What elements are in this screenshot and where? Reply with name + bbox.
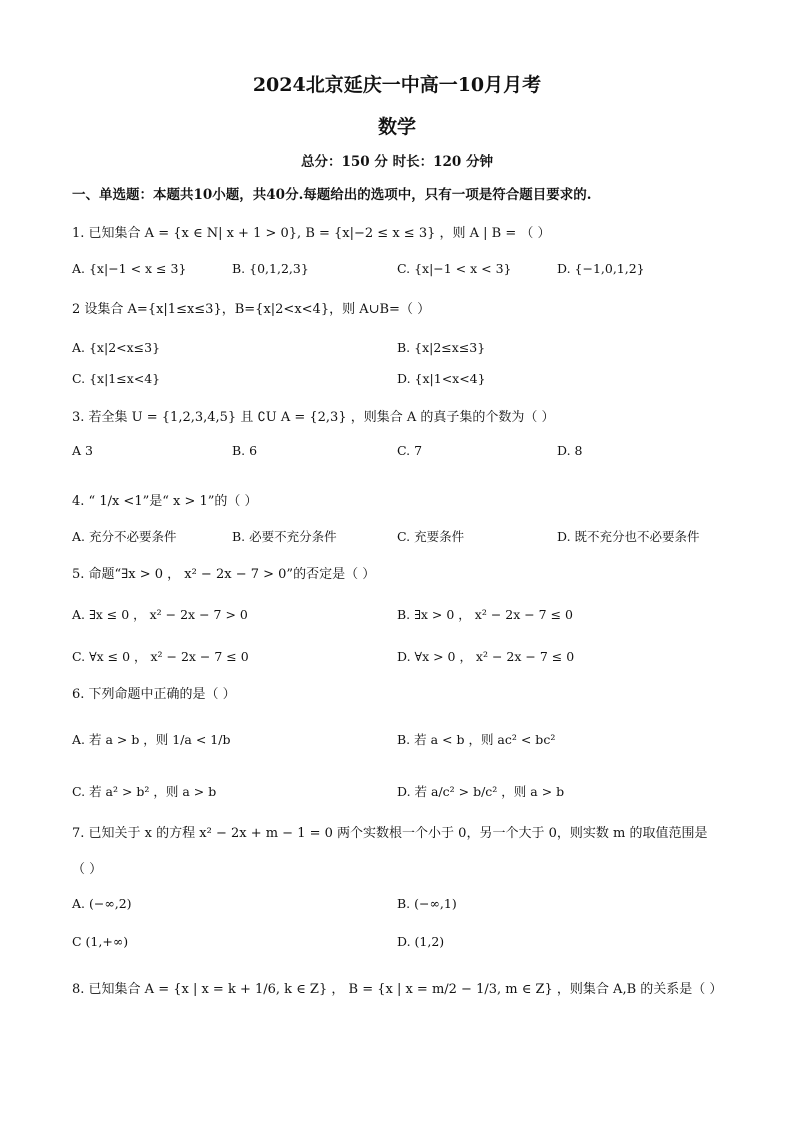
question-2-option-d: D. {x|1<x<4} [397,371,486,386]
question-7-option-b: B. (−∞,1) [397,896,457,911]
question-4-option-b: B. 必要不充分条件 [232,529,337,544]
question-5-stem: 5. 命题“∃x > 0 ， x² − 2x − 7 > 0”的否定是（ ） [72,567,376,582]
question-1-option-c: C. {x|−1 < x < 3} [397,261,512,276]
question-6-option-b: B. 若 a < b ，则 ac² < bc² [397,732,556,747]
question-2-option-b: B. {x|2≤x≤3} [397,340,486,355]
question-6-stem: 6. 下列命题中正确的是（ ） [72,687,236,702]
question-4-option-d: D. 既不充分也不必要条件 [557,529,700,544]
question-8-stem: 8. 已知集合 A = {x | x = k + 1/6, k ∈ Z} ， B = {x | x = m/2 − 1/3, m ∈ Z} ，则集合 A,B 的关系是（ ） [72,982,723,997]
question-6-option-a: A. 若 a > b ，则 1/a < 1/b [72,732,231,747]
question-4-option-c: C. 充要条件 [397,529,465,544]
question-7-stem: 7. 已知关于 x 的方程 x² − 2x + m − 1 = 0 两个实数根一个小于 0，另一个大于 0，则实数 m 的取值范围是 [72,826,708,841]
question-5-option-a: A. ∃x ≤ 0 ， x² − 2x − 7 > 0 [72,607,248,622]
question-1-option-a: A. {x|−1 < x ≤ 3} [72,261,187,276]
question-4-option-a: A. 充分不必要条件 [72,529,177,544]
question-4-stem: 4. “ 1/x <1”是“ x > 1”的（ ） [72,494,258,509]
question-5-option-d: D. ∀x > 0 ， x² − 2x − 7 ≤ 0 [397,649,575,664]
exam-title: 2024北京延庆一中高一10月月考 [252,74,542,96]
question-1-option-b: B. {0,1,2,3} [232,261,309,276]
question-3-option-b: B. 6 [232,443,258,458]
question-5-option-b: B. ∃x > 0 ， x² − 2x − 7 ≤ 0 [397,607,574,622]
question-1-stem: 1. 已知集合 A = {x ∈ N| x + 1 > 0}, B = {x|−2 ≤ x ≤ 3} ，则 A | B = （ ） [72,226,551,241]
subject-title: 数学 [377,116,416,138]
question-7-option-a: A. (−∞,2) [72,896,132,911]
question-7-option-c: C (1,+∞) [72,934,129,949]
question-6-option-d: D. 若 a/c² > b/c² ，则 a > b [397,784,565,799]
question-7-stem-continued: （ ） [72,862,103,877]
question-1-option-d: D. {−1,0,1,2} [557,261,645,276]
question-3-option-d: D. 8 [557,443,583,458]
question-5-option-c: C. ∀x ≤ 0 ， x² − 2x − 7 ≤ 0 [72,649,249,664]
question-7-option-d: D. (1,2) [397,934,445,949]
section-heading: 一、单选题：本题共10小题，共40分.每题给出的选项中，只有一项是符合题目要求的. [72,187,592,203]
question-6-option-c: C. 若 a² > b² ，则 a > b [72,784,217,799]
question-3-option-c: C. 7 [397,443,423,458]
question-2-option-a: A. {x|2<x≤3} [72,340,161,355]
question-3-stem: 3. 若全集 U = {1,2,3,4,5} 且 ∁U A = {2,3} ，则集合 A 的真子集的个数为（ ） [72,410,555,425]
question-2-option-c: C. {x|1≤x<4} [72,371,161,386]
question-2-stem: 2 设集合 A={x|1≤x≤3}，B={x|2<x<4}，则 A∪B=（ ） [72,302,431,317]
exam-meta: 总分：150 分 时长：120 分钟 [301,154,493,170]
question-3-option-a: A 3 [72,443,93,458]
